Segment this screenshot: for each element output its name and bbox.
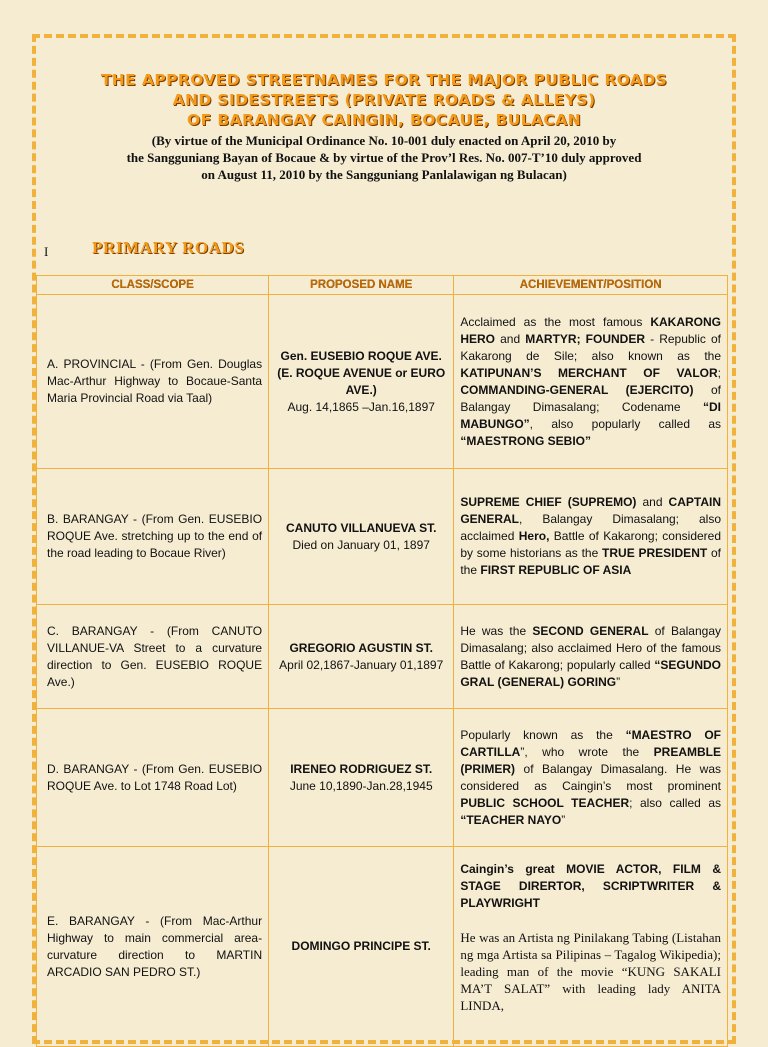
- subtitle-line-1: (By virtue of the Municipal Ordinance No. 10-001 duly enacted on April 20, 2010 by: [151, 133, 617, 148]
- section-title: PRIMARY ROADS: [92, 238, 245, 257]
- subtitle-line-3: on August 11, 2010 by the Sangguniang Panlalawigan ng Bulacan): [201, 167, 567, 182]
- life-dates: June 10,1890-Jan.28,1945: [289, 778, 433, 793]
- street-name: DOMINGO PRINCIPE ST.: [291, 939, 431, 953]
- subtitle-line-2: the Sangguniang Bayan of Bocaue & by virtue of the Prov’l Res. No. 007-T’10 duly approved: [126, 150, 642, 165]
- scope-cell: E. BARANGAY - (From Mac-Arthur Highway to main commercial area-curvature direction to MARTIN ARCADIO SAN PEDRO ST.): [37, 847, 269, 1047]
- name-cell: [269, 469, 454, 605]
- section-number: I: [44, 244, 49, 259]
- name-cell: [269, 295, 454, 469]
- streetnames-table: [36, 275, 728, 1047]
- table-header-row: [37, 276, 728, 295]
- street-name: GREGORIO AGUSTIN ST.: [289, 640, 434, 655]
- title-line-1: THE APPROVED STREETNAMES FOR THE MAJOR PUBLIC ROADS: [100, 71, 668, 89]
- achievement-cell: He was the SECOND GENERAL of Balangay Dimasalang; also acclaimed Hero of the famous Battle of Kakarong; popularly called “SEGUNDO GRAL (GENERAL) GORING”: [454, 605, 728, 709]
- table-row: [37, 847, 728, 1047]
- street-name: CANUTO VILLANUEVA ST.: [286, 520, 437, 535]
- table-row: [37, 469, 728, 605]
- life-dates: April 02,1867-January 01,1897: [279, 657, 444, 672]
- scope-cell: D. BARANGAY - (From Gen. EUSEBIO ROQUE Ave. to Lot 1748 Road Lot): [37, 709, 269, 847]
- scope-cell: B. BARANGAY - (From Gen. EUSEBIO ROQUE Ave. stretching up to the end of the road leading to Bocaue River): [37, 469, 269, 605]
- achievement-cell: Caingin’s great MOVIE ACTOR, FILM & STAGE DIRERTOR, SCRIPTWRITER & PLAYWRIGHT He was an Artista ng Pinilakang Tabing (Listahan ng mga Artista sa Pilipinas – Tagalog Wikipedia); leading man of the movie “KUNG SAKALI MA’T SALAT” with leading lady ANITA LINDA,: [454, 847, 728, 1047]
- scope-cell: C. BARANGAY - (From CANUTO VILLANUE-VA Street to a curvature direction to Gen. EUSEBIO ROQUE Ave.): [37, 605, 269, 709]
- scope-cell: A. PROVINCIAL - (From Gen. Douglas Mac-Arthur Highway to Bocaue-Santa Maria Provincial Road via Taal): [37, 295, 269, 469]
- street-name: Gen. EUSEBIO ROQUE AVE. (E. ROQUE AVENUE or EURO AVE.): [277, 348, 446, 397]
- header-proposed-name: PROPOSED NAME: [269, 276, 454, 295]
- table-row: [37, 709, 728, 847]
- document-title: [60, 70, 708, 130]
- document-subtitle: [60, 132, 708, 183]
- street-name: IRENEO RODRIGUEZ ST.: [290, 761, 433, 776]
- title-line-3: OF BARANGAY CAINGIN, BOCAUE, BULACAN: [187, 111, 581, 129]
- header-achievement: ACHIEVEMENT/POSITION: [454, 276, 728, 295]
- table-row: [37, 295, 728, 469]
- achievement-cell: Acclaimed as the most famous KAKARONG HERO and MARTYR; FOUNDER - Republic of Kakarong de Sile; also known as the KATIPUNAN’S MERCHANT OF VALOR; COMMANDING-GENERAL (EJERCITO) of Balangay Dimasalang; Codename “DI MABUNGO”, also popularly called as “MAESTRONG SEBIO”: [454, 295, 728, 469]
- achievement-cell: SUPREME CHIEF (SUPREMO) and CAPTAIN GENERAL, Balangay Dimasalang; also acclaimed Hero, Battle of Kakarong; considered by some historians as the TRUE PRESIDENT of the FIRST REPUBLIC OF ASIA: [454, 469, 728, 605]
- life-dates: Died on January 01, 1897: [292, 537, 430, 552]
- achievement-cell: Popularly known as the “MAESTRO OF CARTILLA”, who wrote the PREAMBLE (PRIMER) of Balangay Dimasalang. He was considered as Caingin’s most prominent PUBLIC SCHOOL TEACHER; also called as “TEACHER NAYO”: [454, 709, 728, 847]
- name-cell: [269, 847, 454, 1047]
- table-row: [37, 605, 728, 709]
- life-dates: Aug. 14,1865 –Jan.16,1897: [287, 399, 435, 414]
- header-class-scope: CLASS/SCOPE: [37, 276, 269, 295]
- title-line-2: AND SIDESTREETS (PRIVATE ROADS & ALLEYS): [172, 91, 596, 109]
- name-cell: [269, 709, 454, 847]
- name-cell: [269, 605, 454, 709]
